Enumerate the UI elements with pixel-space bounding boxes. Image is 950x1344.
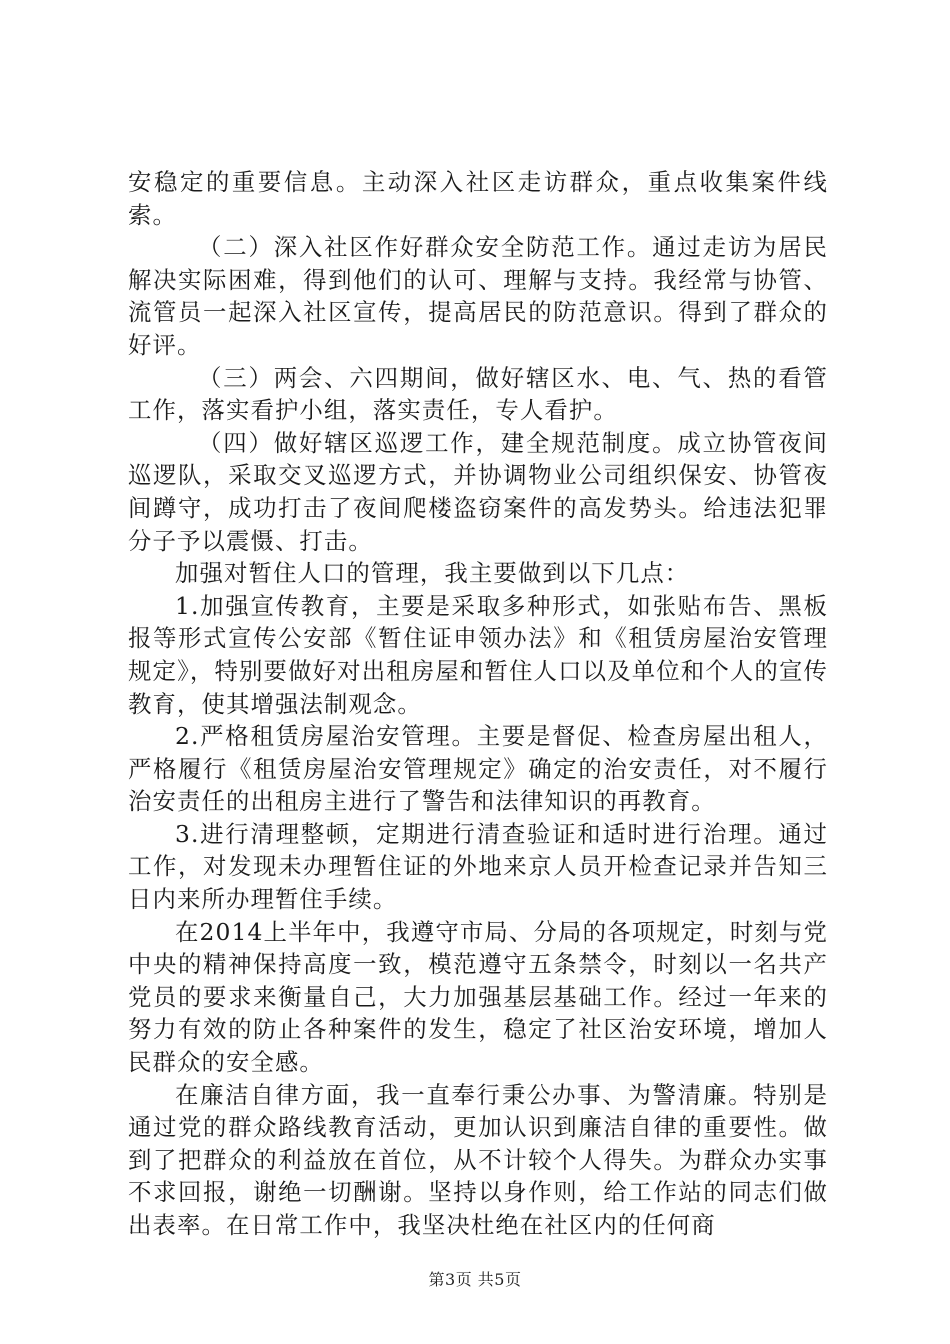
paragraph-integrity: 在廉洁自律方面，我一直奉行秉公办事、为警清廉。特别是通过党的群众路线教育活动，更加认识到廉洁自律的重要性。做到了把群众的利益放在首位，从不计较个人得失。为群众办实事不求回报，谢绝一切酬谢。坚持以身作则，给工作站的同志们做出表率。在日常工作中，我坚决杜绝在社区内的任何商 [128, 1080, 828, 1239]
paragraph-item-3: （三）两会、六四期间，做好辖区水、电、气、热的看管工作，落实看护小组，落实责任，专人看护。 [128, 363, 828, 425]
page-number-footer: 第3页 共5页 [428, 1270, 522, 1289]
paragraph-point-2: 2.严格租赁房屋治安管理。主要是督促、检查房屋出租人，严格履行《租赁房屋治安管理规定》确定的治安责任，对不履行治安责任的出租房主进行了警告和法律知识的再教育。 [128, 722, 828, 816]
paragraph-item-2: （二）深入社区作好群众安全防范工作。通过走访为居民解决实际困难，得到他们的认可、理解与支持。我经常与协管、流管员一起深入社区宣传，提高居民的防范意识。得到了群众的好评。 [128, 233, 828, 359]
paragraph-item-4: （四）做好辖区巡逻工作，建全规范制度。成立协管夜间巡逻队，采取交叉巡逻方式，并协调物业公司组织保安、协管夜间蹲守，成功打击了夜间爬楼盗窃案件的高发势头。给违法犯罪分子予以震慑、打击。 [128, 428, 828, 555]
paragraph-migrant-management-intro: 加强对暂住人口的管理，我主要做到以下几点： [175, 559, 690, 588]
document-body [128, 166, 828, 1242]
paragraph-continuation: 安稳定的重要信息。主动深入社区走访群众，重点收集案件线索。 [128, 168, 828, 229]
paragraph-point-1: 1.加强宣传教育，主要是采取多种形式，如张贴布告、黑板报等形式宣传公安部《暂住证申领办法》和《租赁房屋治安管理规定》，特别要做好对出租房屋和暂住人口以及单位和个人的宣传教育，使其增强法制观念。 [128, 591, 828, 718]
paragraph-point-3: 3.进行清理整顿，定期进行清查验证和适时进行治理。通过工作，对发现未办理暂住证的外地来京人员开检查记录并告知三日内来所办理暂住手续。 [128, 819, 828, 914]
paragraph-half-year-summary: 在2014上半年中，我遵守市局、分局的各项规定，时刻与党中央的精神保持高度一致，模范遵守五条禁令，时刻以一名共产党员的要求来衡量自己，大力加强基层基础工作。经过一年来的努力有效的防止各种案件的发生，稳定了社区治安环境，增加人民群众的安全感。 [128, 917, 828, 1077]
